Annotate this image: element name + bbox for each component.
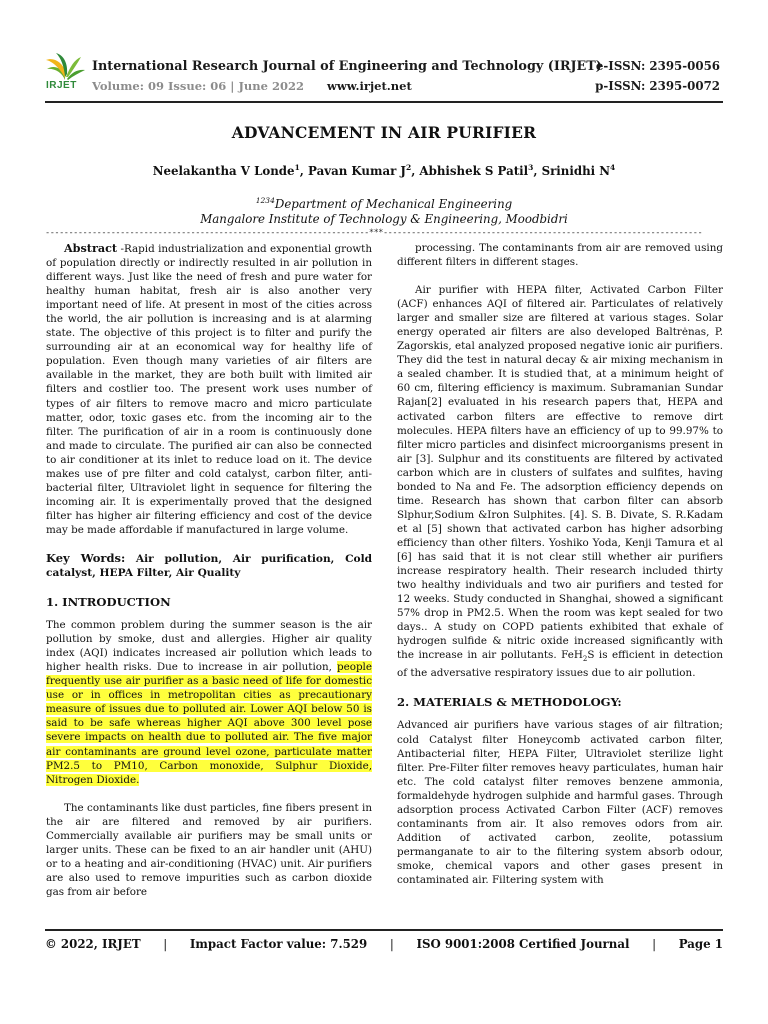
intro-text: The common problem during the summer season is the air pollution by smoke, dust and allergies. Higher air quality index (AQI) indicates increased air pollution which leads to higher health risks. Due to increase in air pollution,: [46, 619, 372, 674]
footer-separator: |: [652, 937, 657, 951]
author-name: , Abhishek S Patil: [411, 163, 529, 178]
affiliation-department: [0, 196, 768, 211]
keywords-label: Key Words:: [46, 550, 126, 565]
footer-page-number: Page 1: [678, 937, 723, 951]
footer-separator: |: [389, 937, 394, 951]
page-footer: [45, 937, 723, 951]
abstract-text: -Rapid industrialization and exponential growth of population directly or indirectly resulted in air pollution in different ways. Just like the need of fresh and pure water for healthy human habitat, fresh air is also another very important need of life. At present in most of the cities across the world, the air pollution is increasing and is at alarming state. The objective of this project is to filter and purify the surrounding air at an economical way for healthy life of population. Even though many varieties of air filters are available in the market, they are both built with limited air filters and costlier too. The present work uses number of types of air filters to remove macro and micro particulate matter, odor, toxic gases etc. from the incoming air to the filter. The purification of air in a room is continuously done and made to circulate. The purified air can also be connected to air conditioner at its inlet to reduce load on it. The device makes use of pre filter and cold catalyst, carbon filter, anti-bacterial filter, Ultraviolet light in sequence for filtering the incoming air. It is experimentally proved that the designed filter has higher air filtering efficiency and cost of the device may be made affordable if manufactured in large volume.: [46, 243, 372, 536]
right-column: [397, 241, 723, 887]
author-name: , Pavan Kumar J: [299, 163, 406, 178]
keywords-paragraph: [46, 551, 372, 580]
irjet-logo-icon: [44, 52, 86, 98]
journal-website: www.irjet.net: [327, 79, 412, 93]
paper-title: ADVANCEMENT IN AIR PURIFIER: [231, 123, 537, 142]
left-column: [46, 241, 372, 899]
intro-paragraph-2: The contaminants like dust particles, fine fibers present in the air are filtered and removed by air purifiers. Commercially available air purifiers may be small units or larger units. These can be fixed to an air handler unit (AHU) or to a heating and air-conditioning (HVAC) unit. Air purifiers are also used to remove impurities such as carbon dioxide gas from air before: [46, 801, 372, 898]
affiliation-superscript: 1234: [255, 196, 275, 205]
irjet-logo-text: IRJET: [46, 80, 77, 91]
body-paragraph-2: [397, 283, 723, 680]
journal-name: International Research Journal of Engineering and Technology (IRJET): [92, 59, 602, 74]
header-rule: [45, 101, 723, 103]
e-issn: e-ISSN: 2395-0056: [595, 59, 720, 73]
body-paragraph-3: Advanced air purifiers have various stages of air filtration; cold Catalyst filter Honeycomb activated carbon filter, Antibacterial filter, HEPA Filter, Ultraviolet sterilize light filter. Pre-Filter filter removes heavy particulates, human hair etc. The cold catalyst filter removes benzene ammonia, formaldehyde hydrogen sulphide and harmful gases. Through adsorption process Activated Carbon Filter (ACF) removes contaminants from air. It also removes odors from air. Addition of activated carbon, zeolite, potassium permanganate to air to the filtering system absorb odour, smoke, chemical vapors and other gases present in contaminated air. Filtering system with: [397, 719, 723, 886]
body-paragraph-1: processing. The contaminants from air are removed using different filters in different stages.: [397, 242, 723, 269]
author-list: [0, 163, 768, 178]
subscript-text: 2: [582, 655, 588, 664]
footer-iso: ISO 9001:2008 Certified Journal: [416, 937, 630, 951]
volume-issue: Volume: 09 Issue: 06 | June 2022: [92, 79, 304, 93]
footer-copyright: © 2022, IRJET: [45, 937, 141, 951]
p-issn: p-ISSN: 2395-0072: [595, 79, 720, 93]
author-superscript: 3: [528, 163, 534, 172]
abstract-paragraph: [46, 241, 372, 537]
footer-rule: [45, 929, 723, 931]
section-divider: ---------------------------------------------------------------------***--------------------------------------------------------------------: [45, 228, 703, 238]
author-superscript: 4: [610, 163, 616, 172]
introduction-heading: 1. INTRODUCTION: [46, 595, 171, 610]
body-text: Air purifier with HEPA filter, Activated Carbon Filter (ACF) enhances AQI of filtered air. Particulates of relatively larger and smaller size are filtered at various stages. Solar energy operated air filters are also developed Baltrėnas, P. Zagorskis, etal analyzed proposed negative ionic air purifiers. They did the test in natural decay & air mixing mechanism in a sealed chamber. It is studied that, at a minimum height of 60 cm, filtering efficiency is maximum. Subramanian Sundar Rajan[2] evaluated in his research papers that, HEPA and activated carbon filters are effective to remove dirt molecules. HEPA filters have an efficiency of up to 99.97% to filter micro particles and disinfect microorganisms present in air [3]. Sulphur and its constituents are filtered by activated carbon which are in clusters of sulfates and sulfites, having bonded to Na and Fe. The adsorption efficiency depends on time. Research has shown that carbon filter can absorb Slphur,Sodium &Iron Sulphites. [4]. S. B. Divate, S. R.Kadam et al [5] shown that activated carbon has higher adsorbing efficiency than other filters. Yoshiko Yoda, Kenji Tamura et al [6] has said that it is not clear still whether air purifiers increase respiratory health. Their research included thirty two healthy individuals and two air purifiers and tested for 12 weeks. Study conducted in Shanghai, showed a significant 57% drop in PM2.5. When the room was kept sealed for two days.. A study on COPD patients exhibited that exhale of hydrogen sulfide & nitric oxide increased significantly with the increase in air pollutants. FeH: [397, 284, 723, 662]
abstract-label: Abstract: [64, 241, 118, 255]
author-superscript: 1: [294, 163, 300, 172]
author-superscript: 2: [406, 163, 412, 172]
department-name: Department of Mechanical Engineering: [274, 196, 513, 211]
body-text: S is efficient in detection of the adversative respiratory issues due to air pollution.: [397, 649, 723, 680]
methodology-heading: 2. MATERIALS & METHODOLOGY:: [397, 695, 622, 710]
affiliation-institute: Mangalore Institute of Technology & Engineering, Moodbidri: [200, 212, 568, 226]
footer-separator: |: [163, 937, 168, 951]
author-name: , Srinidhi N: [533, 163, 611, 178]
intro-paragraph-1: [46, 618, 372, 787]
footer-impact-factor: Impact Factor value: 7.529: [189, 937, 368, 951]
author-name: Neelakantha V Londe: [152, 163, 295, 178]
keywords-text: Air pollution, Air purification, Cold catalyst, HEPA Filter, Air Quality: [46, 552, 372, 580]
highlighted-text: people frequently use air purifier as a basic need of life for domestic use or in offices in metropolitan cities as precautionary measure of issues due to polluted air. Lower AQI below 50 is said to be safe whereas higher AQI above 300 level pose severe impacts on health due to polluted air. The five major air contaminants are ground level ozone, particulate matter PM2.5 to PM10, Carbon monoxide, Sulphur Dioxide, Nitrogen Dioxide.: [46, 661, 372, 786]
